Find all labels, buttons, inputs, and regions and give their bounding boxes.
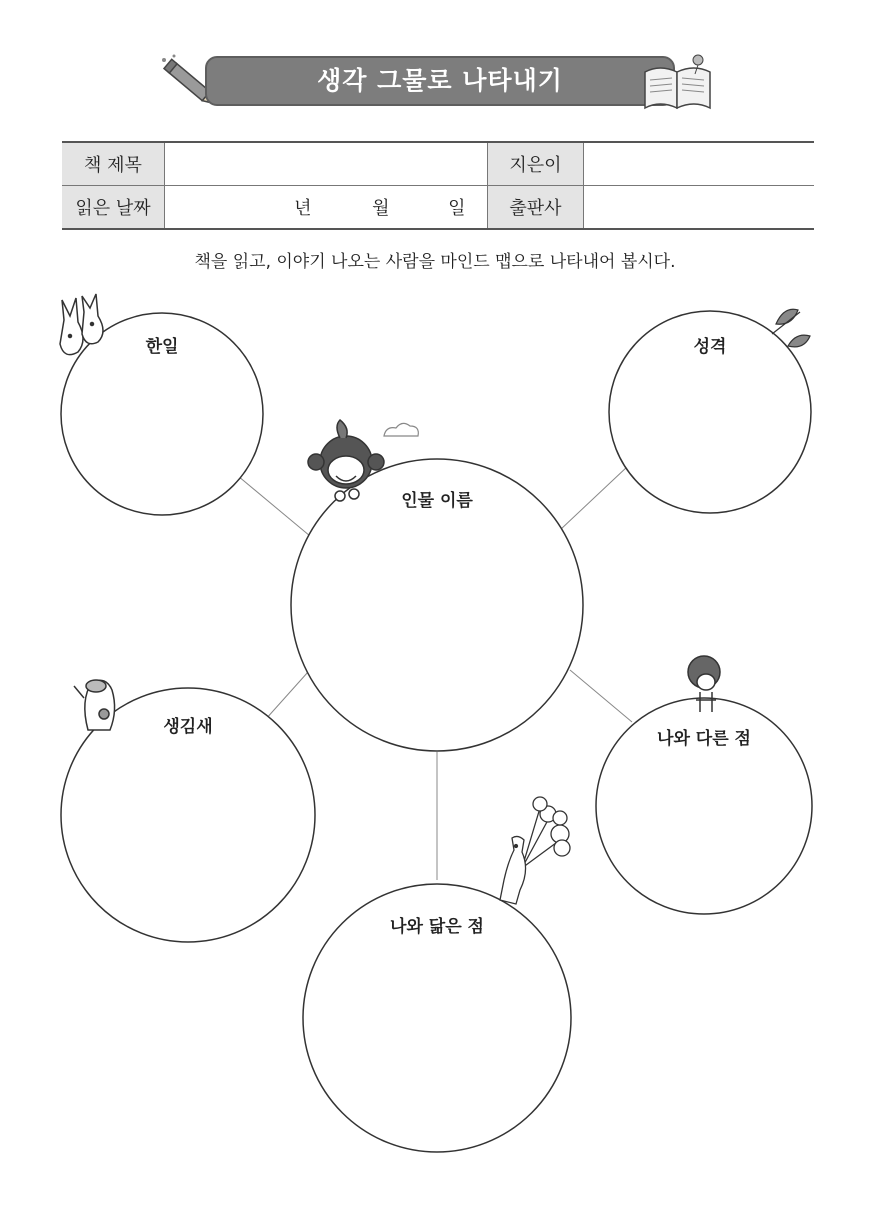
personality-label: 성격	[693, 337, 727, 357]
author-label: 지은이	[488, 142, 584, 186]
connector-line	[570, 670, 632, 722]
center-label: 인물 이름	[401, 491, 473, 511]
appearance-label: 생김새	[163, 717, 213, 737]
giraffe-balloons-icon	[500, 797, 570, 904]
instruction-text: 책을 읽고, 이야기 나오는 사람을 마인드 맵으로 나타내어 봅시다.	[194, 252, 676, 272]
deeds-label: 한일	[145, 337, 179, 357]
connector-line	[265, 672, 308, 720]
publisher-label: 출판사	[488, 186, 584, 230]
cloud-icon	[384, 423, 418, 436]
day-unit: 일	[448, 198, 466, 219]
bear-icon	[74, 680, 115, 730]
similar-label: 나와 닮은 점	[390, 917, 484, 937]
page-title: 생각 그물로 나타내기	[317, 66, 563, 95]
book-title-label: 책 제목	[62, 142, 165, 186]
month-unit: 월	[372, 198, 390, 219]
different-label: 나와 다른 점	[657, 729, 751, 749]
year-unit: 년	[294, 198, 312, 219]
read-date-label: 읽은 날짜	[62, 186, 165, 230]
connector-line	[560, 466, 628, 530]
connector-line	[238, 476, 310, 536]
